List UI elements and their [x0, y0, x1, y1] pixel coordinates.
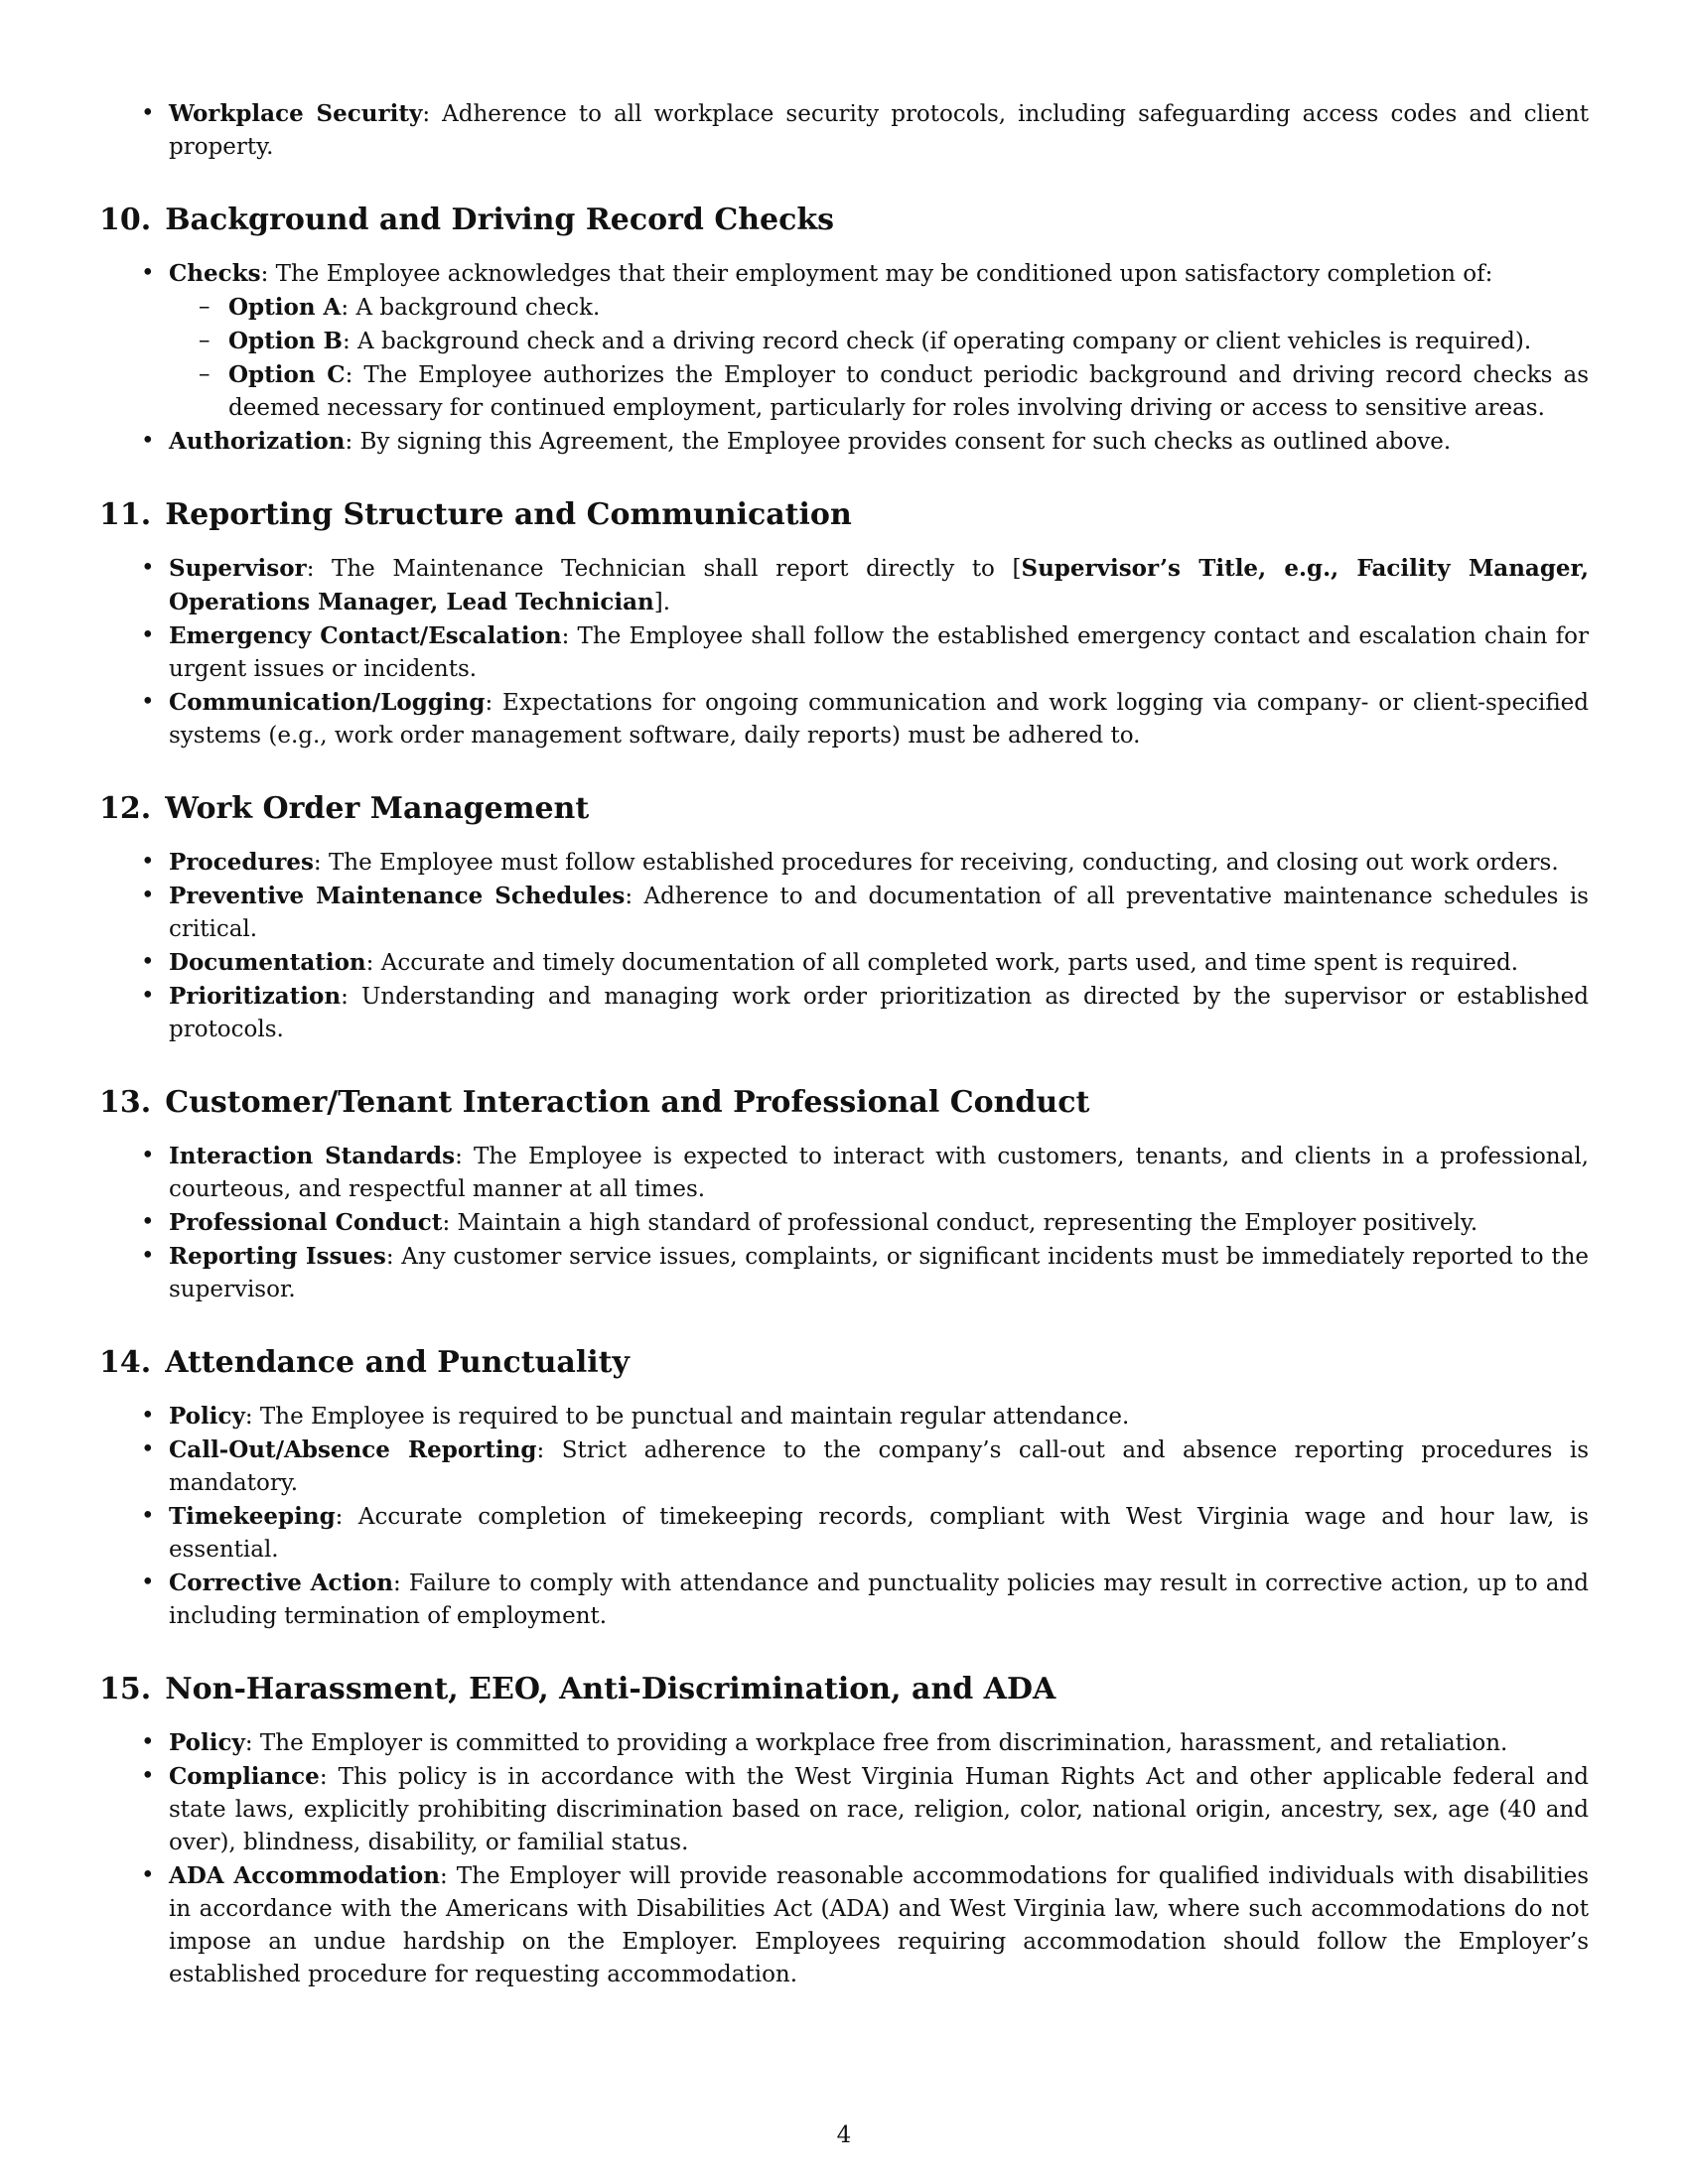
section-title: Attendance and Punctuality — [165, 1345, 630, 1380]
list-item — [99, 980, 1589, 1046]
item-text: : The Employee is required to be punctual and maintain regular attendance. — [244, 1404, 1130, 1430]
list-item — [99, 257, 1589, 425]
section-14 — [99, 1342, 1589, 1633]
item-text: : The Employee must follow established procedures for receiving, conducting, and closing out work orders. — [313, 850, 1559, 876]
section-heading — [99, 1082, 1589, 1124]
list-item — [99, 1400, 1589, 1433]
item-label: Timekeeping — [169, 1503, 336, 1530]
item-text: : The Employer is committed to providing a workplace free from discrimination, harassment, and retaliation. — [244, 1730, 1508, 1756]
item-text: : Accurate completion of timekeeping records, compliant with West Virginia wage and hour law, is essential. — [169, 1504, 1589, 1563]
item-text: : Adherence to all workplace security protocols, including safeguarding access codes and client property. — [169, 101, 1589, 160]
supervisor-title-placeholder: Supervisor’s Title, e.g., Facility Manager, Operations Manager, Lead Technician — [169, 555, 1589, 615]
bullet-icon: • — [141, 1763, 155, 1789]
bullet-icon: • — [141, 1570, 155, 1595]
list-item — [99, 552, 1589, 619]
item-label: Professional Conduct — [169, 1209, 443, 1236]
list-item — [99, 946, 1589, 980]
list-item — [99, 1726, 1589, 1760]
subitem-label: Option C — [228, 361, 346, 388]
section-heading — [99, 1342, 1589, 1384]
bullet-icon: • — [141, 1862, 155, 1888]
subitem-text: : A background check and a driving record check (if operating company or client vehicles is required). — [343, 329, 1532, 354]
bullet-icon: • — [141, 689, 155, 715]
section-13 — [99, 1082, 1589, 1306]
dash-icon: – — [199, 361, 211, 387]
section-15 — [99, 1669, 1589, 1991]
section-list — [99, 257, 1589, 459]
section-number: 12. — [99, 791, 152, 826]
item-text: : Expectations for ongoing communication and work logging via company- or client-specified systems (e.g., work order management software, daily reports) must be adhered to. — [169, 690, 1589, 749]
sub-list-item — [169, 291, 1589, 325]
dash-icon: – — [199, 294, 211, 320]
item-label: Prioritization — [169, 983, 342, 1010]
item-label: Preventive Maintenance Schedules — [169, 883, 626, 909]
item-text: : Understanding and managing work order prioritization as directed by the supervisor or established protocols. — [169, 984, 1589, 1042]
list-item — [99, 1140, 1589, 1206]
section-10 — [99, 200, 1589, 459]
section-heading — [99, 494, 1589, 536]
subitem-label: Option A — [228, 294, 342, 321]
section-number: 15. — [99, 1672, 152, 1706]
item-text: : The Employee shall follow the established emergency contact and escalation chain for urgent issues or incidents. — [169, 623, 1589, 682]
item-text: : The Maintenance Technician shall report directly to [ — [306, 556, 1022, 582]
item-text: : Adherence to and documentation of all preventative maintenance schedules is critical. — [169, 884, 1589, 942]
section-title: Background and Driving Record Checks — [165, 203, 835, 237]
section-heading — [99, 200, 1589, 241]
list-item — [99, 425, 1589, 459]
bullet-icon: • — [141, 428, 155, 454]
section-number: 14. — [99, 1345, 152, 1380]
section-number: 13. — [99, 1085, 152, 1120]
list-item — [99, 686, 1589, 752]
item-text: : The Employee acknowledges that their employment may be conditioned upon satisfactory completion of: — [260, 261, 1493, 287]
item-text: : By signing this Agreement, the Employee provides consent for such checks as outlined above. — [345, 429, 1452, 455]
item-text: : The Employer will provide reasonable accommodations for qualified individuals with disabilities in accordance with the Americans with Disabilities Act (ADA) and West Virginia law, where such accommodations do not impose an undue hardship on the Employer. Employees requiring accommodation should follow the Employer’s established procedure for requesting accommodation. — [169, 1863, 1590, 1987]
page-number: 4 — [836, 2122, 852, 2148]
bullet-icon: • — [141, 1403, 155, 1429]
section-heading — [99, 1669, 1589, 1710]
list-item — [99, 1760, 1589, 1859]
subitem-text: : The Employee authorizes the Employer to conduct periodic background and driving record checks as deemed necessary for continued employment, particularly for roles involving driving or access to sensitive areas. — [228, 362, 1589, 421]
bullet-icon: • — [141, 883, 155, 908]
section-title: Reporting Structure and Communication — [165, 497, 852, 532]
list-item — [99, 846, 1589, 880]
subitem-label: Option B — [228, 328, 343, 354]
item-text: : This policy is in accordance with the West Virginia Human Rights Act and other applicable federal and state laws, explicitly prohibiting discrimination based on race, religion, color, national origin, ancestry, sex, age (40 and over), blindness, disability, or familial status. — [169, 1764, 1589, 1855]
bullet-icon: • — [141, 1143, 155, 1168]
bullet-icon: • — [141, 100, 155, 126]
sub-list — [169, 291, 1589, 425]
item-label: Interaction Standards — [169, 1143, 456, 1169]
sub-list-item — [169, 358, 1589, 425]
item-text: : Accurate and timely documentation of all completed work, parts used, and time spent is required. — [365, 950, 1519, 976]
item-text: : Failure to comply with attendance and punctuality policies may result in corrective action, up to and including termination of employment. — [169, 1570, 1589, 1629]
item-label: Policy — [169, 1729, 245, 1756]
bullet-icon: • — [141, 555, 155, 581]
item-label: ADA Accommodation — [169, 1862, 440, 1889]
bullet-icon: • — [141, 260, 155, 286]
item-label: Authorization — [169, 428, 346, 455]
bullet-icon: • — [141, 1209, 155, 1235]
bullet-icon: • — [141, 1503, 155, 1529]
section-list — [99, 552, 1589, 752]
item-label: Documentation — [169, 949, 366, 976]
sub-list-item — [169, 325, 1589, 358]
item-label: Checks — [169, 260, 261, 287]
item-label: Call-Out/Absence Reporting — [169, 1436, 537, 1463]
item-text: : The Employee is expected to interact with customers, tenants, and clients in a professional, courteous, and respectful manner at all times. — [169, 1144, 1589, 1202]
bullet-icon: • — [141, 949, 155, 975]
intro-list — [99, 97, 1589, 164]
section-heading — [99, 788, 1589, 830]
bullet-icon: • — [141, 1729, 155, 1755]
bullet-icon: • — [141, 983, 155, 1009]
list-item — [99, 1567, 1589, 1633]
section-title: Non-Harassment, EEO, Anti-Discrimination, and ADA — [165, 1672, 1056, 1706]
list-item — [99, 97, 1589, 164]
item-text: : Strict adherence to the company’s call-out and absence reporting procedures is mandatory. — [169, 1437, 1590, 1496]
list-item — [99, 619, 1589, 686]
bullet-icon: • — [141, 1436, 155, 1462]
item-label: Communication/Logging — [169, 689, 486, 716]
section-11 — [99, 494, 1589, 752]
list-item — [99, 1433, 1589, 1500]
bullet-icon: • — [141, 622, 155, 648]
list-item — [99, 1206, 1589, 1240]
dash-icon: – — [199, 328, 211, 353]
section-list — [99, 1726, 1589, 1991]
list-item — [99, 880, 1589, 946]
section-list — [99, 846, 1589, 1046]
section-list — [99, 1140, 1589, 1306]
item-text-after: ]. — [653, 590, 671, 615]
section-list — [99, 1400, 1589, 1633]
bullet-icon: • — [141, 1243, 155, 1269]
page-content — [99, 97, 1589, 1991]
item-label: Policy — [169, 1403, 245, 1430]
subitem-text: : A background check. — [341, 295, 601, 321]
list-item — [99, 1859, 1589, 1991]
section-number: 10. — [99, 203, 152, 237]
bullet-icon: • — [141, 849, 155, 875]
item-label: Workplace Security — [169, 100, 423, 127]
item-label: Reporting Issues — [169, 1243, 386, 1270]
item-label: Emergency Contact/Escalation — [169, 622, 562, 649]
section-title: Customer/Tenant Interaction and Professional Conduct — [165, 1085, 1090, 1120]
section-number: 11. — [99, 497, 152, 532]
item-label: Procedures — [169, 849, 314, 876]
item-label: Corrective Action — [169, 1570, 393, 1596]
item-text: : Any customer service issues, complaints, or significant incidents must be immediately reported to the supervisor. — [169, 1244, 1590, 1302]
section-12 — [99, 788, 1589, 1046]
section-title: Work Order Management — [165, 791, 590, 826]
list-item — [99, 1240, 1589, 1306]
list-item — [99, 1500, 1589, 1567]
item-text: : Maintain a high standard of professional conduct, representing the Employer positively. — [442, 1210, 1478, 1236]
item-label: Compliance — [169, 1763, 320, 1790]
item-label: Supervisor — [169, 555, 307, 582]
